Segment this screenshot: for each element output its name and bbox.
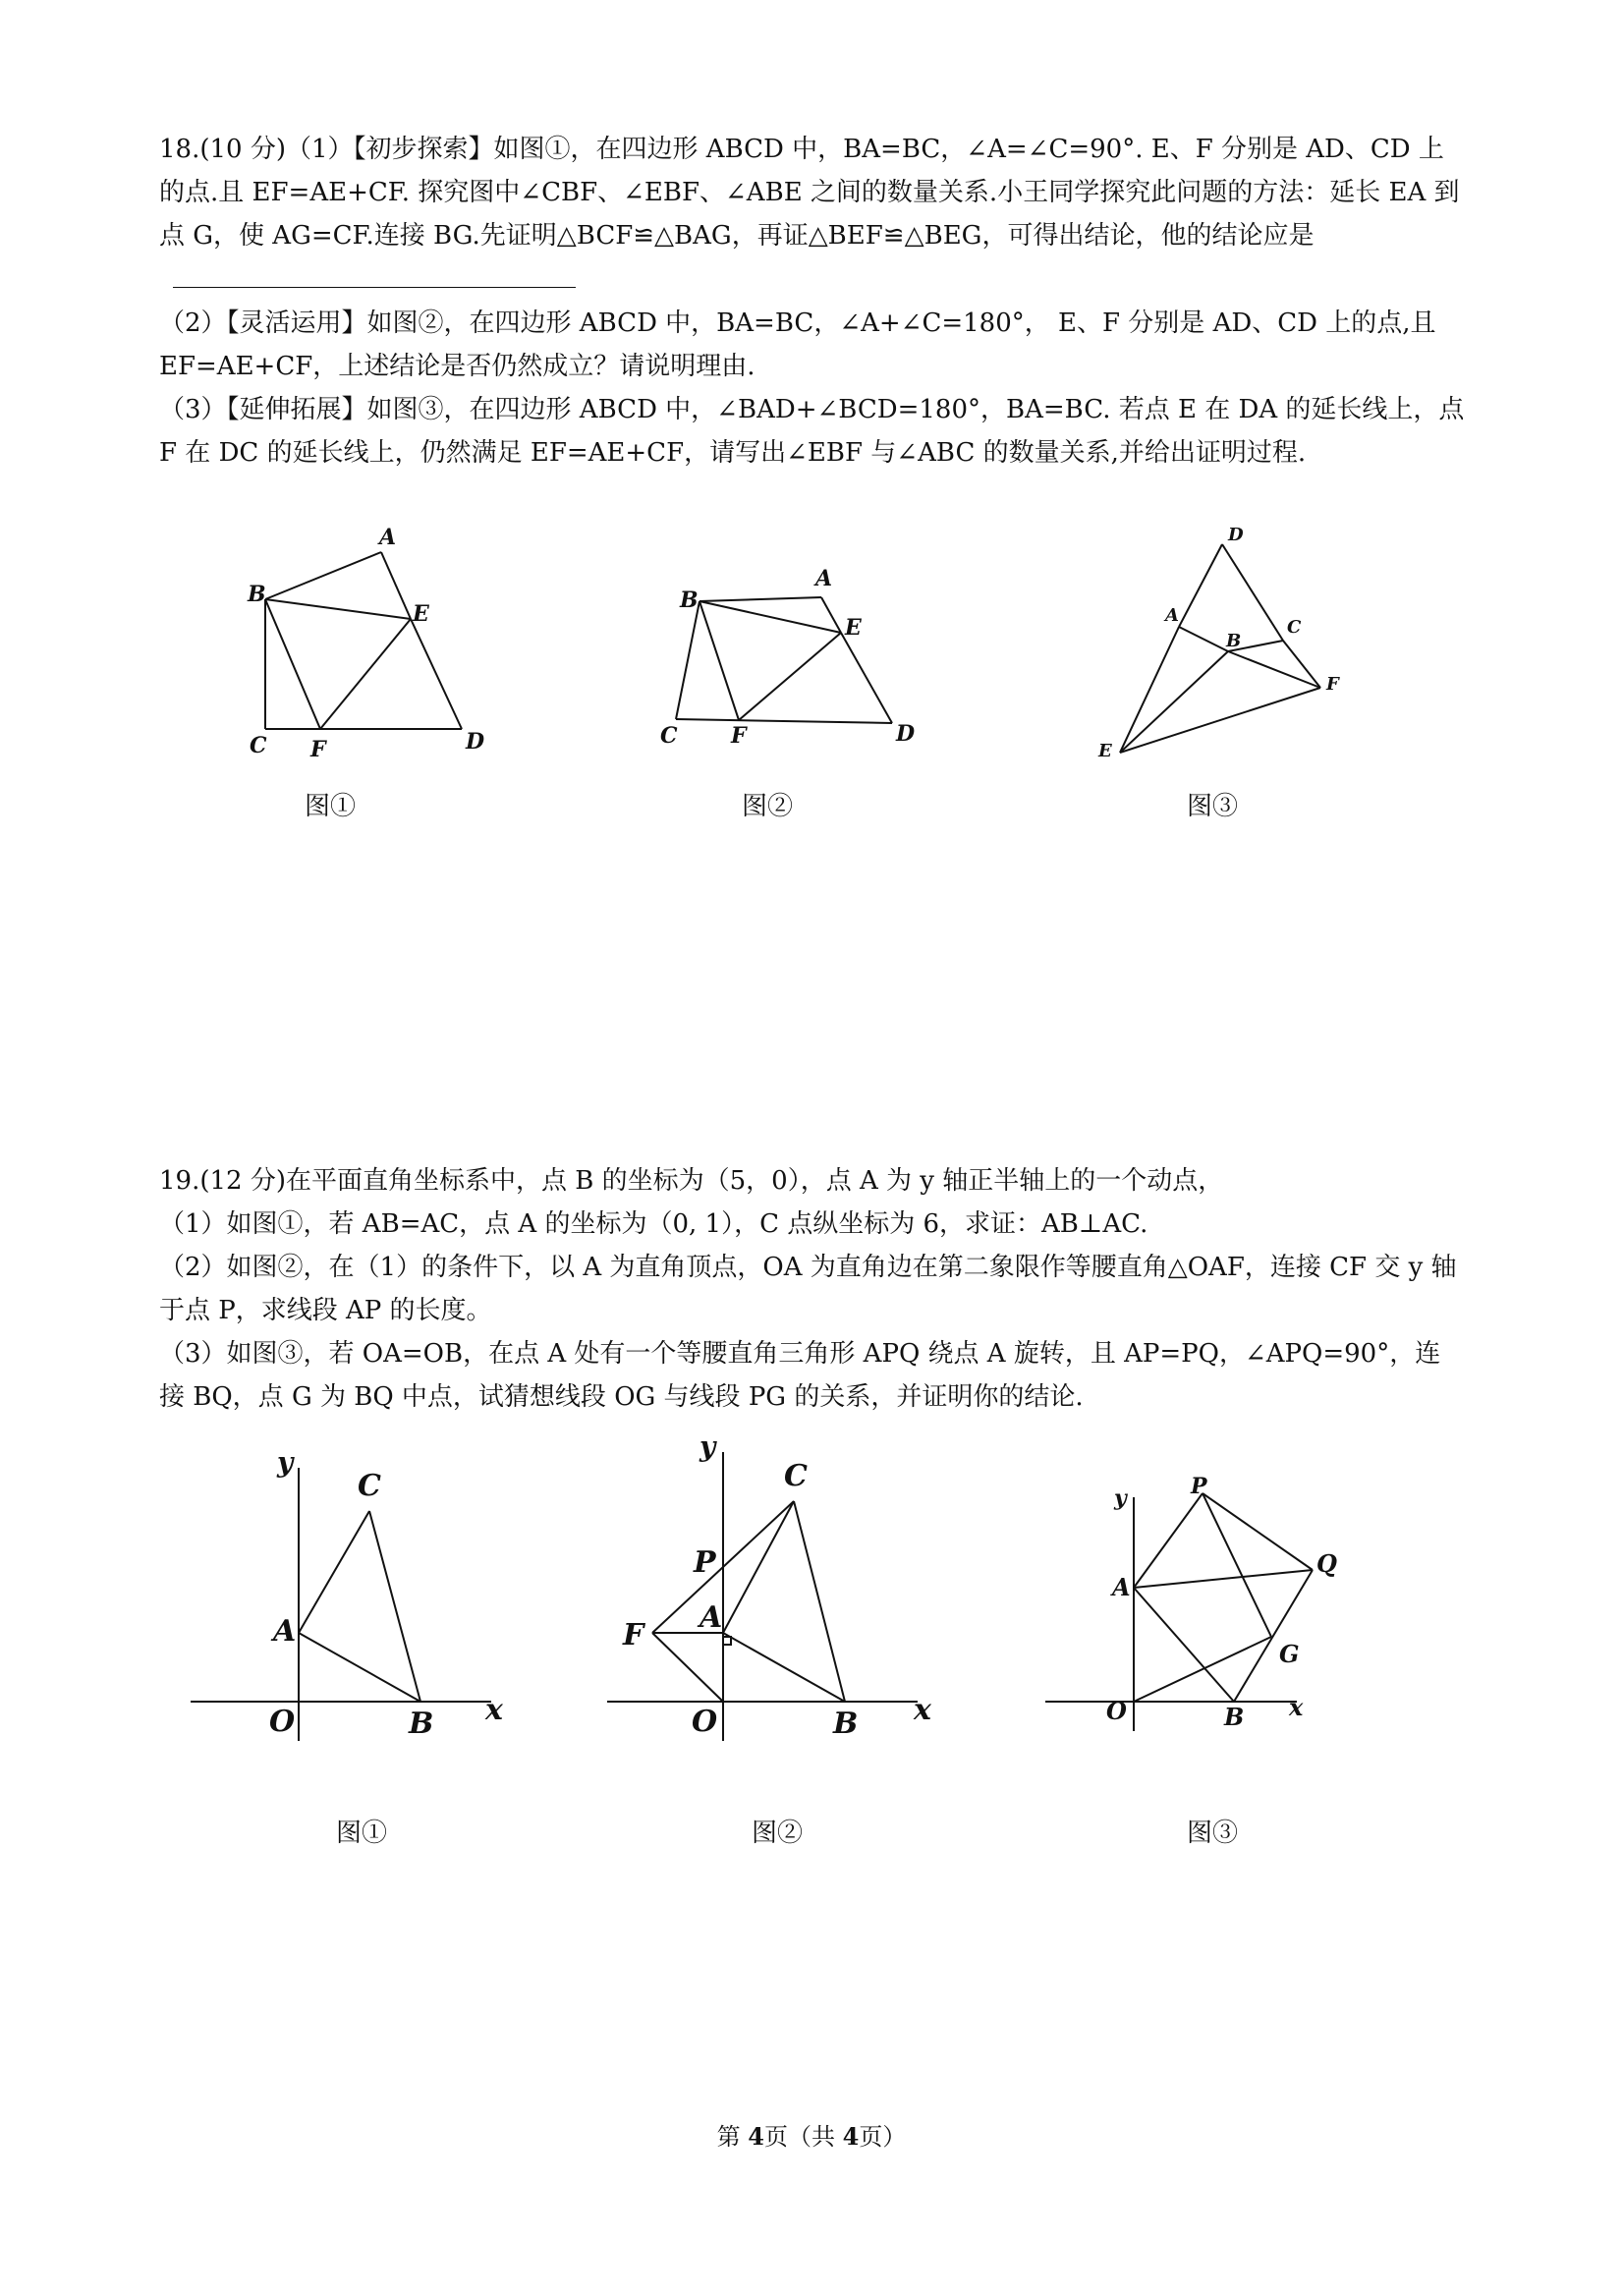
label-C: C: [660, 723, 678, 749]
label-E: E: [1098, 741, 1112, 761]
label-O: O: [692, 1705, 718, 1739]
label-G: G: [1279, 1640, 1300, 1668]
q19-caption-1: 图①: [336, 1819, 388, 1848]
label-O: O: [1106, 1697, 1127, 1725]
problem-18: [159, 128, 1466, 475]
label-P: P: [1191, 1474, 1207, 1499]
label-E: E: [413, 601, 429, 627]
problem-19: [159, 1159, 1466, 1419]
q18-part2: （2）【灵活运用】如图②，在四边形 ABCD 中，BA=BC，∠A+∠C=180°， E、F 分别是 AD、CD 上的点,且 EF=AE+CF，上述结论是否仍然成立？请说明理由.: [159, 308, 1436, 381]
label-y: y: [1114, 1485, 1127, 1511]
label-B: B: [680, 588, 699, 613]
q18-figure-2: [648, 550, 943, 766]
label-F: F: [1326, 674, 1339, 695]
page-footer: 第 4页（共 4页）: [716, 2122, 907, 2151]
label-C: C: [784, 1459, 808, 1493]
q18-figure-3: [1081, 521, 1375, 776]
label-A: A: [273, 1614, 297, 1649]
q19-part1: （1）如图①，若 AB=AC，点 A 的坐标为（0, 1），C 点纵坐标为 6，求证：AB⊥AC.: [159, 1209, 1148, 1239]
label-y: y: [277, 1446, 294, 1479]
label-y: y: [700, 1430, 716, 1463]
q19-caption-3: 图③: [1187, 1819, 1239, 1848]
label-F: F: [731, 723, 747, 749]
q19-figure-1: [187, 1444, 521, 1759]
q18-figure-1: [236, 521, 511, 766]
label-x: x: [1289, 1693, 1304, 1721]
label-A: A: [379, 525, 397, 550]
label-C: C: [250, 733, 267, 758]
q18-caption-3: 图③: [1187, 792, 1239, 821]
label-A: A: [815, 566, 833, 591]
label-A: A: [1165, 605, 1179, 626]
label-D: D: [466, 729, 485, 755]
q19-intro: 19.(12 分)在平面直角坐标系中，点 B 的坐标为（5，0），点 A 为 y 轴正半轴上的一个动点，: [159, 1166, 1224, 1196]
label-x: x: [485, 1693, 503, 1727]
label-C: C: [358, 1469, 381, 1503]
q18-caption-1: 图①: [305, 792, 357, 821]
label-A: A: [1112, 1573, 1131, 1601]
label-B: B: [409, 1707, 434, 1741]
q19-caption-2: 图②: [752, 1819, 804, 1848]
q19-figure-3: [1041, 1474, 1356, 1749]
label-B: B: [833, 1707, 859, 1741]
total-pages: 4: [842, 2122, 860, 2151]
answer-blank[interactable]: [173, 257, 576, 288]
label-E: E: [845, 615, 862, 641]
q18-part1: 18.(10 分)（1）【初步探索】如图①，在四边形 ABCD 中，BA=BC，∠A=∠C=90°. E、F 分别是 AD、CD 上的点.且 EF=AE+CF. 探究图中∠CBF、∠EBF、∠ABE 之间的数量关系.小王同学探究此问题的方法：延长 EA 到点 G，使 AG=CF.连接 BG.先证明△BCF≌△BAG，再证△BEF≌△BEG，可得出结论，他的结论应是: [159, 128, 1466, 302]
label-B: B: [1224, 1703, 1245, 1731]
q18-part3: （3）【延伸拓展】如图③，在四边形 ABCD 中，∠BAD+∠BCD=180°，BA=BC. 若点 E 在 DA 的延长线上，点 F 在 DC 的延长线上，仍然满足 EF=AE+CF，请写出∠EBF 与∠ABC 的数量关系,并给出证明过程.: [159, 395, 1465, 468]
label-Q: Q: [1316, 1549, 1337, 1578]
label-F: F: [310, 737, 326, 762]
label-B: B: [248, 582, 266, 607]
label-P: P: [694, 1545, 716, 1580]
label-A: A: [700, 1600, 723, 1635]
label-B: B: [1226, 631, 1242, 651]
q19-part3: （3）如图③，若 OA=OB，在点 A 处有一个等腰直角三角形 APQ 绕点 A 旋转，且 AP=PQ，∠APQ=90°，连接 BQ，点 G 为 BQ 中点，试猜想线段 OG 与线段 PG 的关系，并证明你的结论.: [159, 1339, 1441, 1412]
q19-figure-2: [603, 1430, 957, 1759]
current-page: 4: [748, 2122, 764, 2151]
label-O: O: [269, 1705, 296, 1739]
q18-caption-2: 图②: [742, 792, 794, 821]
label-F: F: [623, 1618, 644, 1652]
label-x: x: [914, 1693, 931, 1727]
label-D: D: [1228, 525, 1244, 545]
q19-part2: （2）如图②，在（1）的条件下，以 A 为直角顶点，OA 为直角边在第二象限作等腰直角△OAF，连接 CF 交 y 轴于点 P，求线段 AP 的长度。: [159, 1253, 1457, 1325]
label-C: C: [1287, 617, 1302, 638]
label-D: D: [896, 721, 916, 747]
